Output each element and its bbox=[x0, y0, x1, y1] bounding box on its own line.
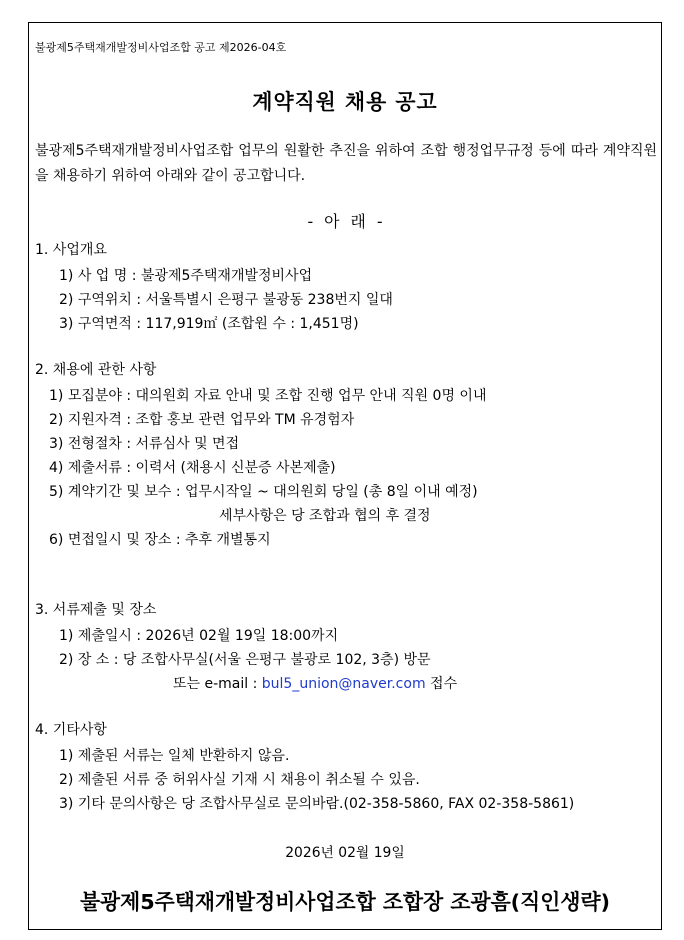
list-item: 1) 모집분야 : 대의원회 자료 안내 및 조합 진행 업무 안내 직원 0명 이내 bbox=[49, 388, 487, 404]
list-item: 1) 제출일시 : 2026년 02월 19일 18:00까지 bbox=[59, 628, 339, 644]
email-suffix: 접수 bbox=[425, 676, 458, 692]
list-item: 2) 지원자격 : 조합 홍보 관련 업무와 TM 유경험자 bbox=[49, 412, 355, 428]
list-item: 1) 제출된 서류는 일체 반환하지 않음. bbox=[59, 748, 290, 764]
list-item: 6) 면접일시 및 장소 : 추후 개별통지 bbox=[49, 532, 271, 548]
list-item: 3) 기타 문의사항은 당 조합사무실로 문의바람.(02-358-5860, FAX 02-358-5861) bbox=[59, 796, 575, 812]
notice-number: 불광제5주택재개발정비사업조합 공고 제2026-04호 bbox=[35, 41, 287, 54]
list-item: 2) 구역위치 : 서울특별시 은평구 불광동 238번지 일대 bbox=[59, 292, 393, 308]
section-3-heading: 3. 서류제출 및 장소 bbox=[35, 602, 157, 618]
list-item: 2) 제출된 서류 중 허위사실 기재 시 채용이 취소될 수 있음. bbox=[59, 772, 420, 788]
list-item: 3) 구역면적 : 117,919㎡ (조합원 수 : 1,451명) bbox=[59, 316, 359, 332]
list-item: 3) 전형절차 : 서류심사 및 면접 bbox=[49, 436, 240, 452]
list-item: 5) 계약기간 및 보수 : 업무시작일 ~ 대의원회 당일 (총 8일 이내 예정) bbox=[49, 484, 478, 500]
list-item: 4) 제출서류 : 이력서 (채용시 신분증 사본제출) bbox=[49, 460, 336, 476]
list-item-continuation: 세부사항은 당 조합과 협의 후 결정 bbox=[219, 508, 431, 524]
page-title: 계약직원 채용 공고 bbox=[252, 90, 438, 114]
section-4-heading: 4. 기타사항 bbox=[35, 722, 107, 738]
section-divider-orea: - 아 래 - bbox=[307, 212, 383, 231]
section-1-heading: 1. 사업개요 bbox=[35, 242, 107, 258]
list-item: 1) 사 업 명 : 불광제5주택재개발정비사업 bbox=[59, 268, 313, 284]
signature: 불광제5주택재개발정비사업조합 조합장 조광흠(직인생략) bbox=[79, 890, 611, 914]
notice-date: 2026년 02월 19일 bbox=[285, 845, 405, 861]
section-2-heading: 2. 채용에 관한 사항 bbox=[35, 362, 157, 378]
email-prefix: 또는 e-mail : bbox=[173, 676, 262, 692]
notice-document bbox=[28, 22, 662, 930]
list-item: 2) 장 소 : 당 조합사무실(서울 은평구 불광로 102, 3층) 방문 bbox=[59, 652, 431, 668]
email-link[interactable]: bul5_union@naver.com bbox=[261, 676, 426, 692]
intro-paragraph: 불광제5주택재개발정비사업조합 업무의 원활한 추진을 위하여 조합 행정업무규정 등에 따라 계약직원을 채용하기 위하여 아래와 같이 공고합니다. bbox=[35, 143, 657, 184]
email-line bbox=[173, 673, 457, 693]
